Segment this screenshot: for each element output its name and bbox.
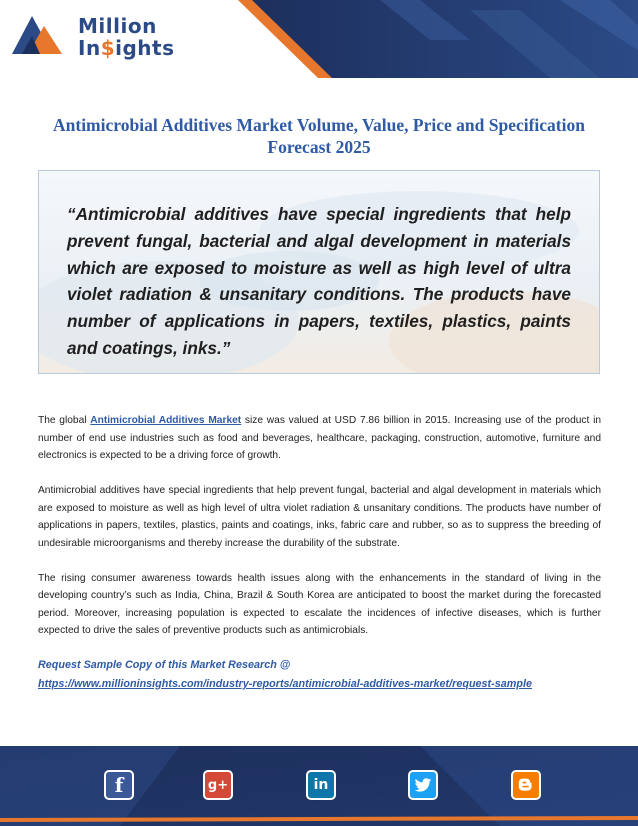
paragraph-1-rest: size was valued at USD 7.86 billion in 2015. Increasing use of the product in number of end use industries such as food and beverages, healthcare, packaging, construction, automotive, furniture and electronics is expected to be a driving force of growth. [38,415,601,461]
logo-wordmark [78,16,174,58]
blogger-glyph-icon [518,777,534,793]
blogger-icon[interactable] [511,770,541,800]
request-sample-link[interactable]: https://www.millioninsights.com/industry-reports/antimicrobial-additives-market/request-sample [38,678,532,690]
google-plus-icon[interactable] [203,770,233,800]
logo-line-1: Million [78,14,157,38]
article-body [38,412,601,694]
quote-text: “Antimicrobial additives have special ingredients that help prevent fungal, bacterial and algal development in materials which are exposed to moisture as well as high level of ultra violet radiation & unsanitary conditions. The products have number of applications in papers, textiles, plastics, paints and coatings, inks.” [67,204,571,358]
quote-box [38,170,600,374]
page-footer [0,746,638,826]
paragraph-3: The rising consumer awareness towards health issues along with the enhancements in the standard of living in the developing country’s such as India, China, Brazil & South Korea are anticipated to boost the market during the forecasted period. Moreover, increasing population is expected to escalate the incidences of infective diseases, which is further expected to drive the sales of preventive products such as antimicrobials. [38,572,601,636]
google-plus-glyph: g+ [207,777,229,793]
request-sample-section [38,656,601,694]
page-title: Antimicrobial Additives Market Volume, Value, Price and Specification Forecast 2025 [53,115,585,157]
paragraph-1-lead: The global [38,415,91,426]
logo-line-2-a: In [78,36,101,60]
request-sample-label: Request Sample Copy of this Market Research @ [38,659,291,671]
twitter-icon[interactable] [408,770,438,800]
page-header [0,0,638,78]
paragraph-2: Antimicrobial additives have special ingredients that help prevent fungal, bacterial and algal development in materials which are exposed to moisture as well as high level of ultra violet radiation & unsanitary conditions. The products have number of applications in papers, textiles, plastics, paints and coatings, inks, fabric care and rubber, so as to suppress the breeding of undesirable microorganisms and thereby increase the durability of the substrate. [38,485,601,549]
logo-line-2-b: ights [115,36,175,60]
facebook-icon[interactable] [104,770,134,800]
twitter-bird-icon [414,778,432,793]
facebook-glyph: f [114,773,124,797]
million-insights-logo[interactable] [8,6,218,62]
linkedin-icon[interactable] [306,770,336,800]
linkedin-glyph: in [313,777,329,793]
logo-dollar: $ [100,36,116,60]
logo-line-2 [78,38,174,58]
paragraph-1 [38,412,601,465]
logo-mark-icon [8,8,68,58]
market-report-link[interactable]: Antimicrobial Additives Market [90,415,242,426]
